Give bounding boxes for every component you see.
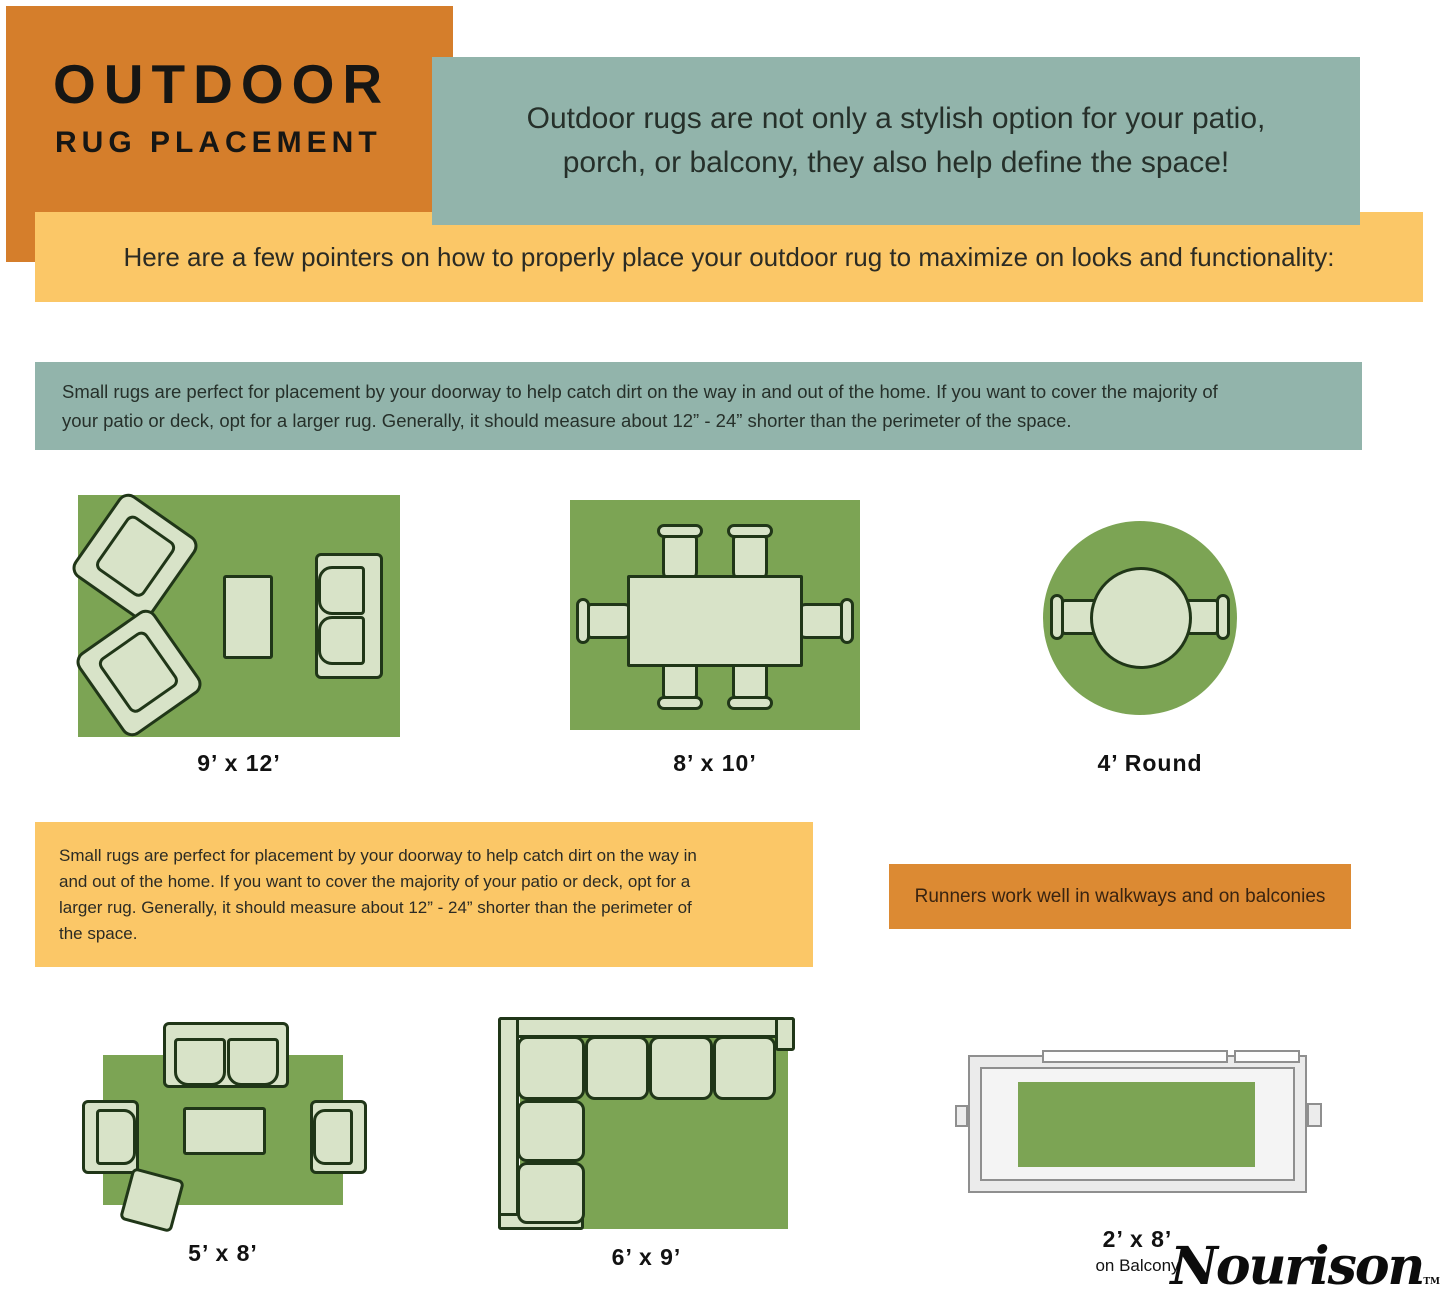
dining-chair	[794, 598, 854, 644]
chair-seat	[796, 603, 843, 639]
rug-diagram-2x8-balcony	[968, 1055, 1307, 1193]
brand-logo	[1155, 1236, 1440, 1308]
sectional-cushion	[713, 1036, 776, 1100]
coffee-table	[183, 1107, 266, 1155]
pointers-banner	[35, 212, 1423, 302]
coffee-table	[223, 575, 273, 659]
rug-size-label: 8’ x 10’	[673, 750, 757, 776]
armchair-seat	[96, 1109, 136, 1165]
sofa-cushion	[318, 616, 365, 665]
sectional-arm	[775, 1017, 795, 1051]
rug-size-sublabel: on Balcony	[1095, 1256, 1180, 1275]
small-rugs-paragraph	[35, 822, 813, 967]
intro-line: Outdoor rugs are not only a stylish option for your patio,	[526, 102, 1266, 135]
paragraph-line: the space.	[59, 923, 138, 943]
rug-size-label: 4’ Round	[1097, 750, 1203, 776]
paragraph-line: your patio or deck, opt for a larger rug. Generally, it should measure about 12” - 24” shorter than the perimeter of the space.	[62, 409, 1072, 431]
balcony-bracket	[1307, 1103, 1322, 1127]
armchair	[82, 1100, 139, 1174]
paragraph-line: larger rug. Generally, it should measure about 12” - 24” shorter than the perimeter of	[59, 897, 692, 917]
armchair	[310, 1100, 367, 1174]
rug-size-label: 9’ x 12’	[197, 750, 281, 776]
sectional-back	[498, 1017, 519, 1230]
sectional-cushion	[517, 1036, 585, 1100]
ottoman	[119, 1167, 185, 1233]
sectional-back	[498, 1017, 795, 1038]
page-title: OUTDOOR	[53, 53, 391, 115]
rug-size-label: 6’ x 9’	[611, 1244, 682, 1270]
rug-diagram-4round	[1043, 521, 1237, 715]
loveseat-sofa	[163, 1022, 289, 1088]
paragraph-line: and out of the home. If you want to cover the majority of your patio or deck, opt for a	[59, 871, 691, 891]
loveseat-sofa	[315, 553, 383, 679]
runner-rug	[1018, 1082, 1255, 1167]
runners-banner	[889, 864, 1351, 929]
rug-diagram-8x10	[570, 500, 860, 730]
runners-banner-text: Runners work well in walkways and on balconies	[914, 885, 1326, 907]
sofa-cushion	[318, 566, 365, 615]
armchair	[72, 605, 206, 741]
sofa-cushion	[227, 1038, 279, 1086]
armchair	[68, 489, 202, 625]
intro-line: porch, or balcony, they also help define the space!	[562, 146, 1230, 179]
large-rugs-paragraph	[35, 362, 1362, 450]
page-subtitle: RUG PLACEMENT	[55, 126, 382, 159]
rug-size-label: 2’ x 8’	[1102, 1226, 1173, 1252]
sectional-cushion	[517, 1162, 585, 1224]
rug-diagram-9x12	[78, 495, 400, 737]
round-table	[1090, 567, 1192, 669]
rug-diagram-5x8	[103, 1055, 343, 1205]
balcony-rail	[1042, 1050, 1228, 1063]
pointers-banner-text: Here are a few pointers on how to properly place your outdoor rug to maximize on looks and functionality:	[123, 241, 1335, 272]
sectional-cushion	[649, 1036, 713, 1100]
paragraph-line: Small rugs are perfect for placement by your doorway to help catch dirt on the way in	[59, 845, 697, 865]
armchair-seat	[313, 1109, 353, 1165]
trademark-symbol: TM	[1423, 1277, 1440, 1287]
sectional-cushion	[585, 1036, 649, 1100]
brand-name: Nourison	[1170, 1236, 1424, 1297]
balcony-rail	[1234, 1050, 1300, 1063]
sofa-cushion	[174, 1038, 226, 1086]
rug-size-label: 5’ x 8’	[188, 1240, 258, 1266]
rug-diagram-6x9	[498, 1017, 795, 1230]
dining-table	[627, 575, 803, 667]
intro-banner	[432, 57, 1360, 225]
paragraph-line: Small rugs are perfect for placement by your doorway to help catch dirt on the way in and out of the home. If you want to cover the majority of	[62, 380, 1218, 402]
balcony-bracket	[955, 1105, 968, 1127]
sectional-cushion	[517, 1100, 585, 1162]
